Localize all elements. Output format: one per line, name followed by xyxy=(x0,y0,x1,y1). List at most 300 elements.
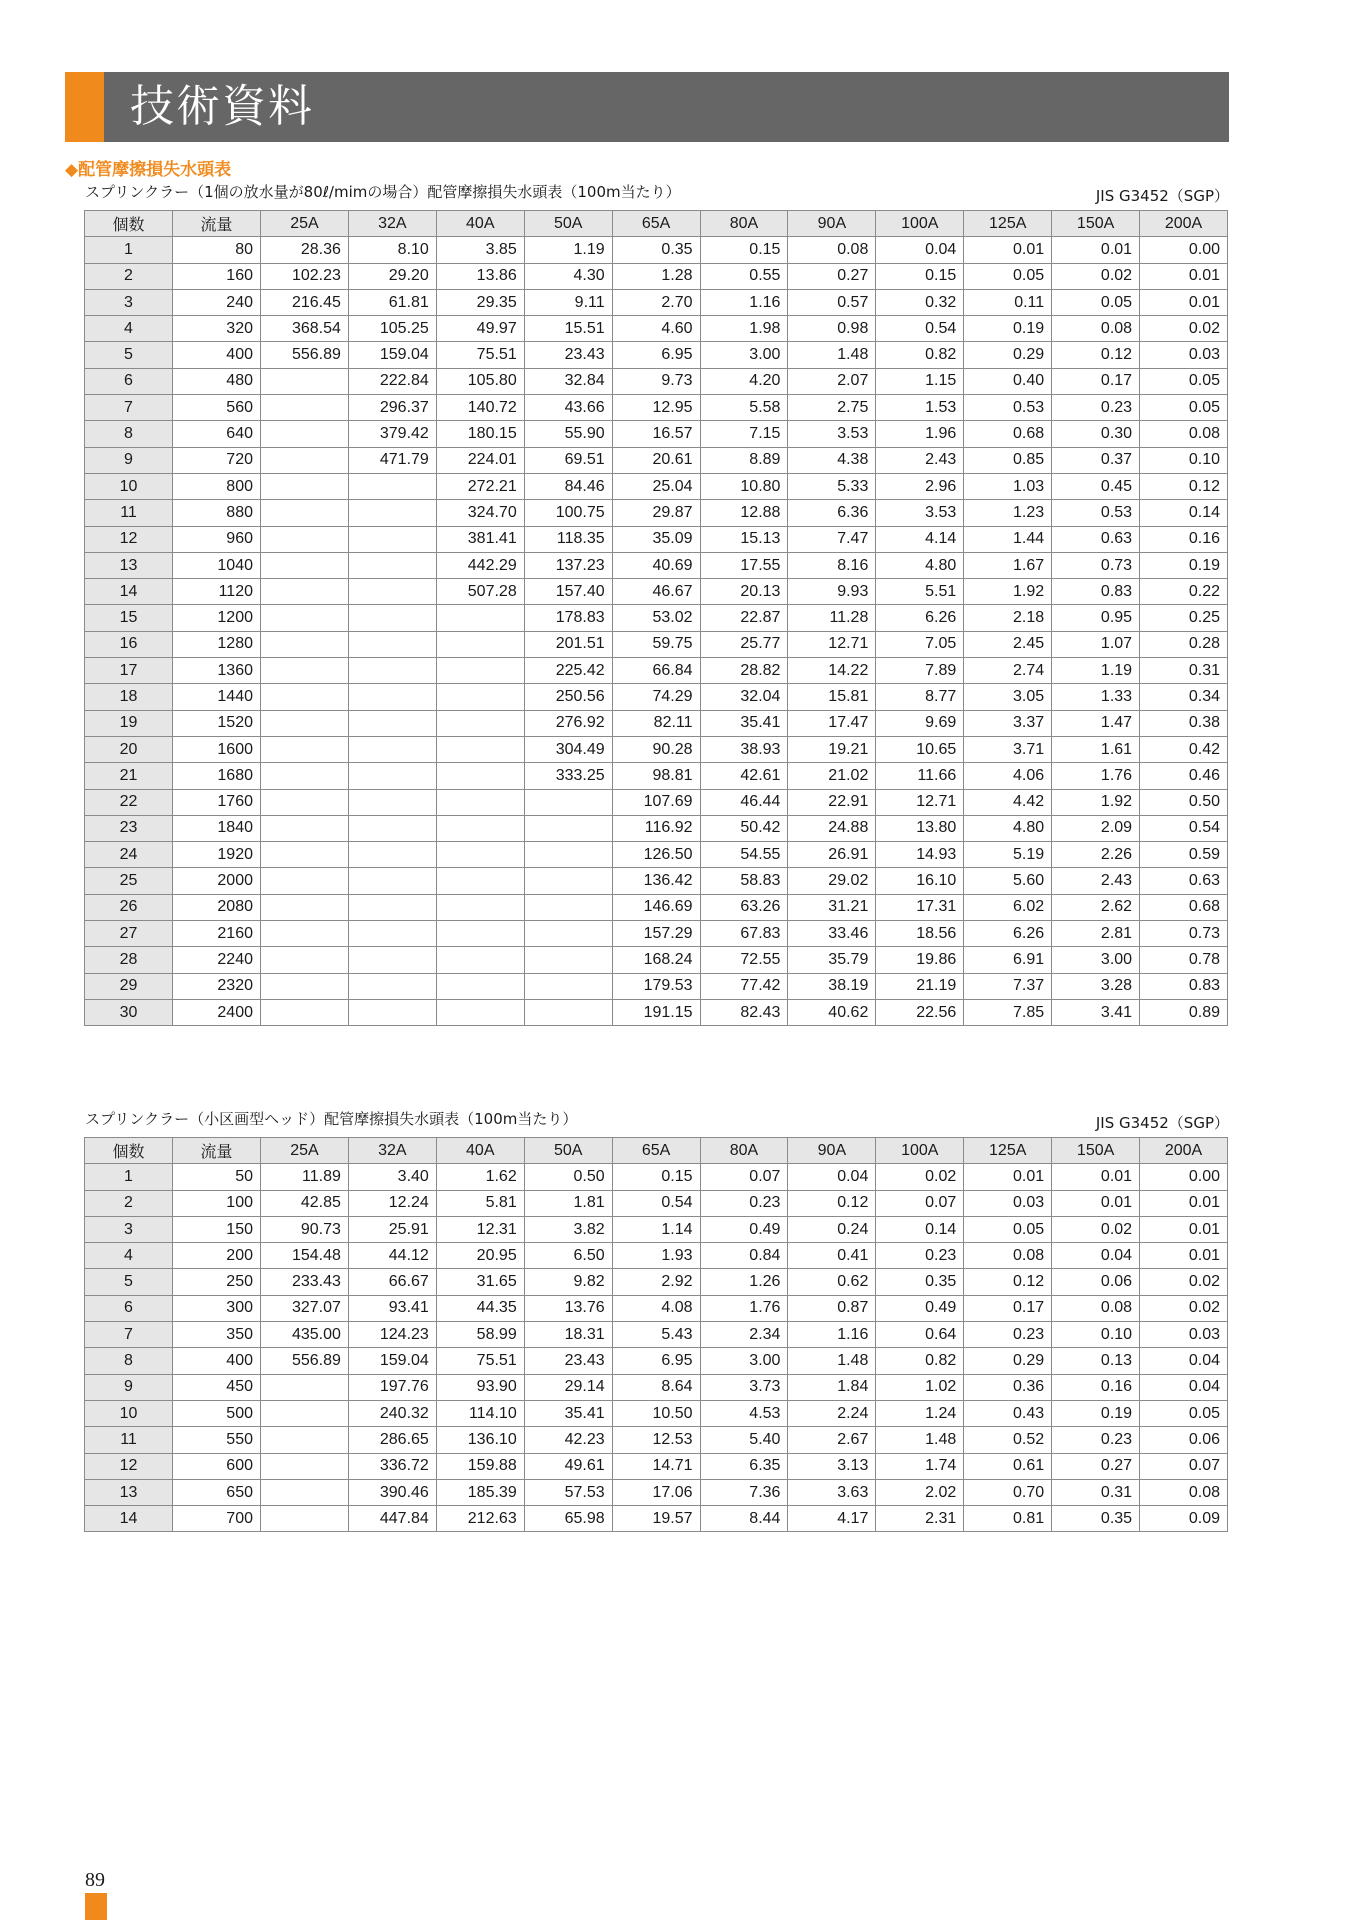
loss-cell xyxy=(436,921,524,947)
loss-cell: 4.80 xyxy=(964,815,1052,841)
loss-cell: 0.14 xyxy=(876,1216,964,1242)
column-header: 50A xyxy=(524,1138,612,1164)
count-cell: 7 xyxy=(85,1322,173,1348)
loss-cell: 0.02 xyxy=(1052,263,1140,289)
loss-cell: 40.69 xyxy=(612,552,700,578)
loss-cell: 0.01 xyxy=(964,1164,1052,1190)
count-cell: 13 xyxy=(85,552,173,578)
loss-cell: 3.13 xyxy=(788,1453,876,1479)
loss-cell: 5.81 xyxy=(436,1190,524,1216)
loss-cell: 23.43 xyxy=(524,1348,612,1374)
loss-cell xyxy=(261,710,349,736)
loss-cell: 0.07 xyxy=(876,1190,964,1216)
loss-cell xyxy=(436,868,524,894)
loss-cell: 0.89 xyxy=(1140,999,1228,1025)
loss-cell: 5.33 xyxy=(788,473,876,499)
column-header: 25A xyxy=(261,211,349,237)
loss-cell: 0.08 xyxy=(1140,421,1228,447)
count-cell: 5 xyxy=(85,342,173,368)
loss-cell: 28.82 xyxy=(700,658,788,684)
table1-standard: JIS G3452（SGP） xyxy=(1095,187,1229,205)
loss-cell: 0.87 xyxy=(788,1295,876,1321)
loss-cell: 556.89 xyxy=(261,342,349,368)
table-row xyxy=(85,947,1228,973)
flow-cell: 1040 xyxy=(173,552,261,578)
loss-cell xyxy=(261,1506,349,1532)
loss-cell: 381.41 xyxy=(436,526,524,552)
flow-cell: 450 xyxy=(173,1374,261,1400)
loss-cell: 159.04 xyxy=(348,1348,436,1374)
flow-cell: 1680 xyxy=(173,763,261,789)
loss-cell: 35.41 xyxy=(700,710,788,736)
loss-cell: 0.01 xyxy=(1052,1164,1140,1190)
table-row xyxy=(85,1453,1228,1479)
loss-cell: 1.92 xyxy=(1052,789,1140,815)
loss-cell: 0.19 xyxy=(1052,1400,1140,1426)
loss-cell xyxy=(436,736,524,762)
loss-cell: 0.08 xyxy=(964,1243,1052,1269)
loss-cell: 471.79 xyxy=(348,447,436,473)
loss-cell xyxy=(261,1479,349,1505)
table-row xyxy=(85,1400,1228,1426)
loss-cell: 1.07 xyxy=(1052,631,1140,657)
loss-cell: 0.82 xyxy=(876,1348,964,1374)
loss-cell: 77.42 xyxy=(700,973,788,999)
loss-cell: 157.29 xyxy=(612,921,700,947)
column-header: 個数 xyxy=(85,211,173,237)
loss-cell: 0.05 xyxy=(964,263,1052,289)
loss-cell: 4.06 xyxy=(964,763,1052,789)
flow-cell: 1360 xyxy=(173,658,261,684)
loss-cell: 0.08 xyxy=(1052,316,1140,342)
table-row xyxy=(85,894,1228,920)
column-header: 50A xyxy=(524,211,612,237)
loss-cell: 0.50 xyxy=(524,1164,612,1190)
loss-cell: 8.89 xyxy=(700,447,788,473)
count-cell: 29 xyxy=(85,973,173,999)
column-header: 流量 xyxy=(173,211,261,237)
table-row xyxy=(85,473,1228,499)
flow-cell: 700 xyxy=(173,1506,261,1532)
loss-cell: 33.46 xyxy=(788,921,876,947)
loss-cell xyxy=(348,473,436,499)
loss-cell: 2.43 xyxy=(876,447,964,473)
loss-cell: 4.60 xyxy=(612,316,700,342)
loss-cell: 1.47 xyxy=(1052,710,1140,736)
loss-cell: 7.37 xyxy=(964,973,1052,999)
loss-cell xyxy=(261,736,349,762)
table-row xyxy=(85,789,1228,815)
flow-cell: 1280 xyxy=(173,631,261,657)
loss-cell: 185.39 xyxy=(436,1479,524,1505)
loss-cell: 0.16 xyxy=(1052,1374,1140,1400)
column-header: 32A xyxy=(348,211,436,237)
loss-cell: 0.08 xyxy=(788,237,876,263)
loss-cell: 435.00 xyxy=(261,1322,349,1348)
loss-cell: 0.43 xyxy=(964,1400,1052,1426)
flow-cell: 1600 xyxy=(173,736,261,762)
loss-cell: 46.44 xyxy=(700,789,788,815)
loss-cell: 146.69 xyxy=(612,894,700,920)
loss-cell: 32.04 xyxy=(700,684,788,710)
loss-cell: 178.83 xyxy=(524,605,612,631)
count-cell: 3 xyxy=(85,289,173,315)
count-cell: 14 xyxy=(85,1506,173,1532)
loss-cell: 3.85 xyxy=(436,237,524,263)
loss-cell: 1.84 xyxy=(788,1374,876,1400)
loss-cell: 224.01 xyxy=(436,447,524,473)
loss-cell: 0.42 xyxy=(1140,736,1228,762)
loss-cell: 0.85 xyxy=(964,447,1052,473)
count-cell: 10 xyxy=(85,1400,173,1426)
column-header: 100A xyxy=(876,211,964,237)
loss-cell: 82.43 xyxy=(700,999,788,1025)
loss-cell: 67.83 xyxy=(700,921,788,947)
table-row xyxy=(85,237,1228,263)
loss-cell: 28.36 xyxy=(261,237,349,263)
loss-cell: 225.42 xyxy=(524,658,612,684)
loss-cell: 7.05 xyxy=(876,631,964,657)
loss-cell: 0.04 xyxy=(788,1164,876,1190)
loss-cell: 0.19 xyxy=(964,316,1052,342)
loss-cell: 2.02 xyxy=(876,1479,964,1505)
loss-cell: 26.91 xyxy=(788,842,876,868)
loss-cell: 15.51 xyxy=(524,316,612,342)
count-cell: 17 xyxy=(85,658,173,684)
loss-cell xyxy=(348,736,436,762)
loss-cell: 24.88 xyxy=(788,815,876,841)
loss-cell: 12.88 xyxy=(700,500,788,526)
table-row xyxy=(85,1427,1228,1453)
loss-cell: 53.02 xyxy=(612,605,700,631)
count-cell: 15 xyxy=(85,605,173,631)
loss-cell: 0.05 xyxy=(1140,368,1228,394)
flow-cell: 1520 xyxy=(173,710,261,736)
page-number: 89 xyxy=(85,1869,105,1891)
loss-cell: 35.09 xyxy=(612,526,700,552)
table-row xyxy=(85,973,1228,999)
loss-cell: 0.41 xyxy=(788,1243,876,1269)
loss-cell: 3.41 xyxy=(1052,999,1140,1025)
loss-cell: 19.21 xyxy=(788,736,876,762)
table-row xyxy=(85,658,1228,684)
flow-cell: 160 xyxy=(173,263,261,289)
loss-cell: 0.31 xyxy=(1140,658,1228,684)
loss-cell: 157.40 xyxy=(524,579,612,605)
loss-cell xyxy=(436,894,524,920)
loss-cell: 12.71 xyxy=(788,631,876,657)
loss-cell: 0.02 xyxy=(876,1164,964,1190)
loss-cell: 0.07 xyxy=(700,1164,788,1190)
loss-cell: 250.56 xyxy=(524,684,612,710)
table-row xyxy=(85,1190,1228,1216)
loss-cell: 0.01 xyxy=(1140,1243,1228,1269)
flow-cell: 400 xyxy=(173,342,261,368)
loss-cell: 0.04 xyxy=(876,237,964,263)
loss-cell: 442.29 xyxy=(436,552,524,578)
count-cell: 26 xyxy=(85,894,173,920)
table-row xyxy=(85,684,1228,710)
loss-cell xyxy=(524,868,612,894)
loss-cell xyxy=(261,789,349,815)
loss-cell: 0.12 xyxy=(964,1269,1052,1295)
loss-cell: 54.55 xyxy=(700,842,788,868)
loss-cell: 0.52 xyxy=(964,1427,1052,1453)
flow-cell: 250 xyxy=(173,1269,261,1295)
count-cell: 12 xyxy=(85,526,173,552)
table-row xyxy=(85,447,1228,473)
loss-cell: 0.63 xyxy=(1140,868,1228,894)
friction-loss-table-80l xyxy=(84,210,1228,1026)
loss-cell: 1.93 xyxy=(612,1243,700,1269)
loss-cell: 29.20 xyxy=(348,263,436,289)
table-row xyxy=(85,842,1228,868)
loss-cell: 0.05 xyxy=(1140,1400,1228,1426)
loss-cell: 0.17 xyxy=(964,1295,1052,1321)
loss-cell: 16.57 xyxy=(612,421,700,447)
loss-cell: 2.31 xyxy=(876,1506,964,1532)
flow-cell: 550 xyxy=(173,1427,261,1453)
loss-cell: 0.28 xyxy=(1140,631,1228,657)
count-cell: 23 xyxy=(85,815,173,841)
column-header: 流量 xyxy=(173,1138,261,1164)
loss-cell: 154.48 xyxy=(261,1243,349,1269)
loss-cell: 324.70 xyxy=(436,500,524,526)
loss-cell: 6.36 xyxy=(788,500,876,526)
loss-cell: 159.04 xyxy=(348,342,436,368)
loss-cell: 0.12 xyxy=(1140,473,1228,499)
loss-cell: 17.47 xyxy=(788,710,876,736)
loss-cell: 3.73 xyxy=(700,1374,788,1400)
loss-cell: 12.31 xyxy=(436,1216,524,1242)
loss-cell: 20.61 xyxy=(612,447,700,473)
loss-cell: 0.64 xyxy=(876,1322,964,1348)
loss-cell: 1.61 xyxy=(1052,736,1140,762)
loss-cell: 32.84 xyxy=(524,368,612,394)
table-row xyxy=(85,736,1228,762)
table1-caption: スプリンクラー（1個の放水量が80ℓ/mimの場合）配管摩擦損失水頭表（100m当たり） xyxy=(85,183,681,201)
loss-cell xyxy=(261,1427,349,1453)
loss-cell: 0.81 xyxy=(964,1506,1052,1532)
loss-cell: 0.54 xyxy=(1140,815,1228,841)
loss-cell: 14.22 xyxy=(788,658,876,684)
loss-cell: 2.96 xyxy=(876,473,964,499)
loss-cell: 1.96 xyxy=(876,421,964,447)
loss-cell: 0.78 xyxy=(1140,947,1228,973)
loss-cell: 18.31 xyxy=(524,1322,612,1348)
table-row xyxy=(85,421,1228,447)
table-row xyxy=(85,1506,1228,1532)
loss-cell: 29.35 xyxy=(436,289,524,315)
loss-cell: 390.46 xyxy=(348,1479,436,1505)
loss-cell: 0.04 xyxy=(1140,1348,1228,1374)
loss-cell: 2.07 xyxy=(788,368,876,394)
loss-cell: 0.05 xyxy=(964,1216,1052,1242)
loss-cell: 1.03 xyxy=(964,473,1052,499)
loss-cell xyxy=(348,526,436,552)
loss-cell: 102.23 xyxy=(261,263,349,289)
loss-cell: 29.14 xyxy=(524,1374,612,1400)
column-header: 80A xyxy=(700,1138,788,1164)
loss-cell: 46.67 xyxy=(612,579,700,605)
loss-cell: 21.02 xyxy=(788,763,876,789)
section-title: ◆配管摩擦損失水頭表 xyxy=(65,160,232,180)
loss-cell: 0.73 xyxy=(1140,921,1228,947)
loss-cell: 5.43 xyxy=(612,1322,700,1348)
loss-cell: 8.44 xyxy=(700,1506,788,1532)
loss-cell xyxy=(348,552,436,578)
loss-cell: 0.15 xyxy=(876,263,964,289)
loss-cell xyxy=(261,842,349,868)
loss-cell: 168.24 xyxy=(612,947,700,973)
loss-cell: 0.24 xyxy=(788,1216,876,1242)
loss-cell: 212.63 xyxy=(436,1506,524,1532)
count-cell: 22 xyxy=(85,789,173,815)
column-header: 65A xyxy=(612,211,700,237)
loss-cell: 93.41 xyxy=(348,1295,436,1321)
loss-cell xyxy=(261,500,349,526)
loss-cell: 0.68 xyxy=(964,421,1052,447)
loss-cell xyxy=(261,1400,349,1426)
flow-cell: 400 xyxy=(173,1348,261,1374)
loss-cell: 65.98 xyxy=(524,1506,612,1532)
loss-cell: 2.43 xyxy=(1052,868,1140,894)
loss-cell: 2.18 xyxy=(964,605,1052,631)
loss-cell: 20.95 xyxy=(436,1243,524,1269)
table-row xyxy=(85,815,1228,841)
loss-cell: 17.06 xyxy=(612,1479,700,1505)
count-cell: 6 xyxy=(85,1295,173,1321)
count-cell: 11 xyxy=(85,500,173,526)
flow-cell: 960 xyxy=(173,526,261,552)
count-cell: 24 xyxy=(85,842,173,868)
loss-cell: 84.46 xyxy=(524,473,612,499)
loss-cell xyxy=(524,789,612,815)
table-body xyxy=(85,237,1228,1026)
page-title: 技術資料 xyxy=(130,81,314,132)
loss-cell: 1.76 xyxy=(1052,763,1140,789)
loss-cell xyxy=(348,789,436,815)
table-row xyxy=(85,605,1228,631)
loss-cell: 3.00 xyxy=(700,1348,788,1374)
loss-cell: 2.62 xyxy=(1052,894,1140,920)
loss-cell xyxy=(436,684,524,710)
table-row xyxy=(85,500,1228,526)
loss-cell: 6.95 xyxy=(612,342,700,368)
loss-cell: 11.28 xyxy=(788,605,876,631)
column-header: 100A xyxy=(876,1138,964,1164)
loss-cell: 0.29 xyxy=(964,1348,1052,1374)
loss-cell: 0.35 xyxy=(1052,1506,1140,1532)
table-row xyxy=(85,552,1228,578)
loss-cell: 61.81 xyxy=(348,289,436,315)
loss-cell: 304.49 xyxy=(524,736,612,762)
loss-cell: 7.89 xyxy=(876,658,964,684)
column-header: 90A xyxy=(788,211,876,237)
loss-cell: 72.55 xyxy=(700,947,788,973)
loss-cell: 0.31 xyxy=(1052,1479,1140,1505)
flow-cell: 150 xyxy=(173,1216,261,1242)
loss-cell: 447.84 xyxy=(348,1506,436,1532)
loss-cell: 222.84 xyxy=(348,368,436,394)
loss-cell: 15.81 xyxy=(788,684,876,710)
table2-standard: JIS G3452（SGP） xyxy=(1095,1114,1229,1132)
loss-cell: 13.76 xyxy=(524,1295,612,1321)
loss-cell: 3.37 xyxy=(964,710,1052,736)
loss-cell: 5.58 xyxy=(700,395,788,421)
loss-cell xyxy=(524,999,612,1025)
loss-cell: 116.92 xyxy=(612,815,700,841)
loss-cell: 0.38 xyxy=(1140,710,1228,736)
loss-cell: 0.02 xyxy=(1140,1269,1228,1295)
loss-cell: 0.57 xyxy=(788,289,876,315)
loss-cell: 75.51 xyxy=(436,342,524,368)
loss-cell: 23.43 xyxy=(524,342,612,368)
count-cell: 4 xyxy=(85,316,173,342)
count-cell: 6 xyxy=(85,368,173,394)
loss-cell: 22.87 xyxy=(700,605,788,631)
count-cell: 5 xyxy=(85,1269,173,1295)
loss-cell: 4.30 xyxy=(524,263,612,289)
loss-cell: 0.23 xyxy=(1052,1427,1140,1453)
loss-cell: 10.50 xyxy=(612,1400,700,1426)
loss-cell: 0.70 xyxy=(964,1479,1052,1505)
loss-cell: 75.51 xyxy=(436,1348,524,1374)
loss-cell xyxy=(348,999,436,1025)
loss-cell: 93.90 xyxy=(436,1374,524,1400)
loss-cell: 0.84 xyxy=(700,1243,788,1269)
loss-cell: 136.10 xyxy=(436,1427,524,1453)
loss-cell: 100.75 xyxy=(524,500,612,526)
table-row xyxy=(85,263,1228,289)
loss-cell: 40.62 xyxy=(788,999,876,1025)
loss-cell: 0.68 xyxy=(1140,894,1228,920)
loss-cell: 0.45 xyxy=(1052,473,1140,499)
table-row xyxy=(85,868,1228,894)
loss-cell: 0.61 xyxy=(964,1453,1052,1479)
loss-cell: 0.23 xyxy=(700,1190,788,1216)
loss-cell: 276.92 xyxy=(524,710,612,736)
loss-cell: 0.01 xyxy=(1140,1216,1228,1242)
table-row xyxy=(85,921,1228,947)
loss-cell xyxy=(436,763,524,789)
loss-cell: 0.01 xyxy=(1052,1190,1140,1216)
loss-cell: 3.53 xyxy=(788,421,876,447)
loss-cell: 0.06 xyxy=(1140,1427,1228,1453)
loss-cell: 0.13 xyxy=(1052,1348,1140,1374)
loss-cell: 124.23 xyxy=(348,1322,436,1348)
loss-cell: 507.28 xyxy=(436,579,524,605)
loss-cell: 57.53 xyxy=(524,1479,612,1505)
loss-cell: 0.02 xyxy=(1140,1295,1228,1321)
loss-cell: 0.59 xyxy=(1140,842,1228,868)
loss-cell: 8.64 xyxy=(612,1374,700,1400)
loss-cell: 1.33 xyxy=(1052,684,1140,710)
loss-cell: 15.13 xyxy=(700,526,788,552)
loss-cell: 0.10 xyxy=(1052,1322,1140,1348)
loss-cell: 6.26 xyxy=(876,605,964,631)
column-header: 125A xyxy=(964,1138,1052,1164)
count-cell: 9 xyxy=(85,1374,173,1400)
loss-cell: 7.36 xyxy=(700,1479,788,1505)
loss-cell: 0.16 xyxy=(1140,526,1228,552)
count-cell: 10 xyxy=(85,473,173,499)
flow-cell: 500 xyxy=(173,1400,261,1426)
loss-cell: 0.49 xyxy=(876,1295,964,1321)
friction-loss-table-small-head xyxy=(84,1137,1228,1532)
loss-cell: 336.72 xyxy=(348,1453,436,1479)
loss-cell: 0.04 xyxy=(1052,1243,1140,1269)
